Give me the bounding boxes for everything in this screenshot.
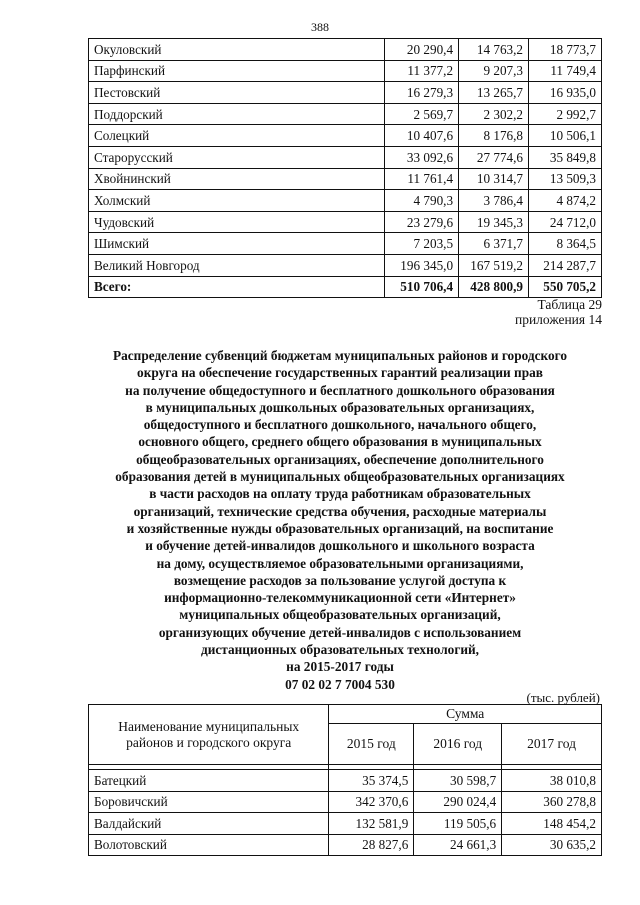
- name-column-header: Наименование муниципальных районов и городского округа: [89, 705, 329, 765]
- value-2015: 35 374,5: [329, 770, 414, 792]
- value-2017: 35 849,8: [529, 146, 602, 168]
- bottom-data-table: [88, 704, 602, 856]
- value-2016: 167 519,2: [459, 254, 529, 276]
- total-2015: 510 706,4: [385, 276, 459, 298]
- value-2017: 38 010,8: [502, 770, 602, 792]
- title-line: организаций, технические средства обучения, расходные материалы: [133, 503, 547, 519]
- value-2015: 132 581,9: [329, 813, 414, 835]
- value-2017: 214 287,7: [529, 254, 602, 276]
- title-line: в муниципальных дошкольных образовательных организациях,: [145, 399, 535, 415]
- table-row: [89, 60, 602, 82]
- table-row: [89, 813, 602, 835]
- total-2016: 428 800,9: [459, 276, 529, 298]
- table-row: [89, 146, 602, 168]
- title-line: дистанционных образовательных технологий,: [200, 642, 480, 658]
- total-2017: 550 705,2: [529, 276, 602, 298]
- table-caption: [515, 297, 602, 327]
- total-row: [89, 276, 602, 298]
- table-row: [89, 39, 602, 61]
- title-line: информационно-телекоммуникационной сети «Интернет»: [164, 590, 516, 606]
- value-2015: 23 279,6: [385, 211, 459, 233]
- district-name: Солецкий: [89, 125, 385, 147]
- value-2015: 4 790,3: [385, 190, 459, 212]
- value-2016: 10 314,7: [459, 168, 529, 190]
- district-name: Поддорский: [89, 103, 385, 125]
- title-line: Распределение субвенций бюджетам муниципальных районов и городского: [112, 348, 567, 363]
- value-2015: 196 345,0: [385, 254, 459, 276]
- table-row: [89, 791, 602, 813]
- district-name: Пестовский: [89, 82, 385, 104]
- value-2015: 16 279,3: [385, 82, 459, 104]
- table-row: [89, 82, 602, 104]
- value-2017: 16 935,0: [529, 82, 602, 104]
- value-2017: 30 635,2: [502, 834, 602, 856]
- value-2016: 24 661,3: [414, 834, 502, 856]
- appendix-reference: приложения 14: [514, 312, 602, 327]
- year-2016-header: 2016 год: [414, 724, 502, 765]
- value-2017: 8 364,5: [529, 233, 602, 255]
- value-2015: 11 377,2: [385, 60, 459, 82]
- value-2017: 2 992,7: [529, 103, 602, 125]
- district-name: Шимский: [89, 233, 385, 255]
- title-line: образования детей в муниципальных общеобразовательных организациях: [115, 469, 565, 485]
- district-name: Валдайский: [89, 813, 329, 835]
- value-2016: 2 302,2: [459, 103, 529, 125]
- title-line: округа на обеспечение государственных гарантий реализации прав: [137, 365, 543, 381]
- value-2015: 11 761,4: [385, 168, 459, 190]
- table-number: Таблица 29: [537, 297, 602, 312]
- district-name: Холмский: [89, 190, 385, 212]
- value-2016: 290 024,4: [414, 791, 502, 813]
- year-2017-header: 2017 год: [502, 724, 602, 765]
- value-2015: 20 290,4: [385, 39, 459, 61]
- value-2016: 30 598,7: [414, 770, 502, 792]
- district-name: Парфинский: [89, 60, 385, 82]
- value-2017: 11 749,4: [529, 60, 602, 82]
- value-2015: 28 827,6: [329, 834, 414, 856]
- district-name: Старорусский: [89, 146, 385, 168]
- sum-column-header: Сумма: [329, 705, 602, 724]
- table-row: [89, 770, 602, 792]
- header-row: [89, 705, 602, 724]
- document-title: [70, 347, 610, 693]
- value-2017: 24 712,0: [529, 211, 602, 233]
- value-2015: 342 370,6: [329, 791, 414, 813]
- value-2016: 119 505,6: [414, 813, 502, 835]
- district-name: Волотовский: [89, 834, 329, 856]
- table-row: [89, 125, 602, 147]
- value-2017: 360 278,8: [502, 791, 602, 813]
- value-2015: 10 407,6: [385, 125, 459, 147]
- value-2016: 3 786,4: [459, 190, 529, 212]
- title-line: на 2015-2017 годы: [286, 659, 394, 675]
- value-2016: 8 176,8: [459, 125, 529, 147]
- page-number: 388: [311, 20, 329, 34]
- table-row: [89, 103, 602, 125]
- title-line: основного общего, среднего общего образования в муниципальных: [138, 434, 542, 450]
- value-2016: 6 371,7: [459, 233, 529, 255]
- title-line: муниципальных общеобразовательных организаций,: [179, 607, 501, 623]
- table-row: [89, 211, 602, 233]
- value-2017: 18 773,7: [529, 39, 602, 61]
- value-2017: 10 506,1: [529, 125, 602, 147]
- table-row: [89, 233, 602, 255]
- table-row: [89, 190, 602, 212]
- year-2015-header: 2015 год: [329, 724, 414, 765]
- title-line: на дому, осуществляемое образовательными организациями,: [156, 555, 524, 571]
- value-2015: 7 203,5: [385, 233, 459, 255]
- value-2015: 2 569,7: [385, 103, 459, 125]
- value-2017: 148 454,2: [502, 813, 602, 835]
- value-2017: 13 509,3: [529, 168, 602, 190]
- table-row: [89, 168, 602, 190]
- district-name: Чудовский: [89, 211, 385, 233]
- value-2016: 9 207,3: [459, 60, 529, 82]
- district-name: Окуловский: [89, 39, 385, 61]
- table-row: [89, 254, 602, 276]
- total-label: Всего:: [89, 276, 385, 298]
- title-line: в части расходов на оплату труда работникам образовательных: [149, 486, 531, 502]
- value-2016: 14 763,2: [459, 39, 529, 61]
- title-line: общедоступного и бесплатного дошкольного, начального общего,: [143, 417, 537, 433]
- title-line: на получение общедоступного и бесплатного дошкольного образования: [125, 382, 555, 398]
- table-row: [89, 834, 602, 856]
- value-2016: 19 345,3: [459, 211, 529, 233]
- district-name: Боровичский: [89, 791, 329, 813]
- district-name: Хвойнинский: [89, 168, 385, 190]
- value-2016: 27 774,6: [459, 146, 529, 168]
- units-note: (тыс. рублей): [526, 690, 600, 705]
- title-line: возмещение расходов за пользование услугой доступа к: [173, 572, 507, 588]
- district-name: Великий Новгород: [89, 254, 385, 276]
- title-line: и хозяйственные нужды образовательных организаций, на воспитание: [126, 520, 554, 536]
- value-2015: 33 092,6: [385, 146, 459, 168]
- value-2016: 13 265,7: [459, 82, 529, 104]
- district-name: Батецкий: [89, 770, 329, 792]
- budget-code: 07 02 02 7 7004 530: [285, 676, 395, 692]
- title-line: общеобразовательных организациях, обеспечение дополнительного: [136, 451, 544, 467]
- value-2017: 4 874,2: [529, 190, 602, 212]
- top-data-table: [88, 38, 602, 298]
- title-line: и обучение детей-инвалидов дошкольного и школьного возраста: [145, 538, 535, 554]
- title-line: организующих обучение детей-инвалидов с использованием: [158, 624, 522, 640]
